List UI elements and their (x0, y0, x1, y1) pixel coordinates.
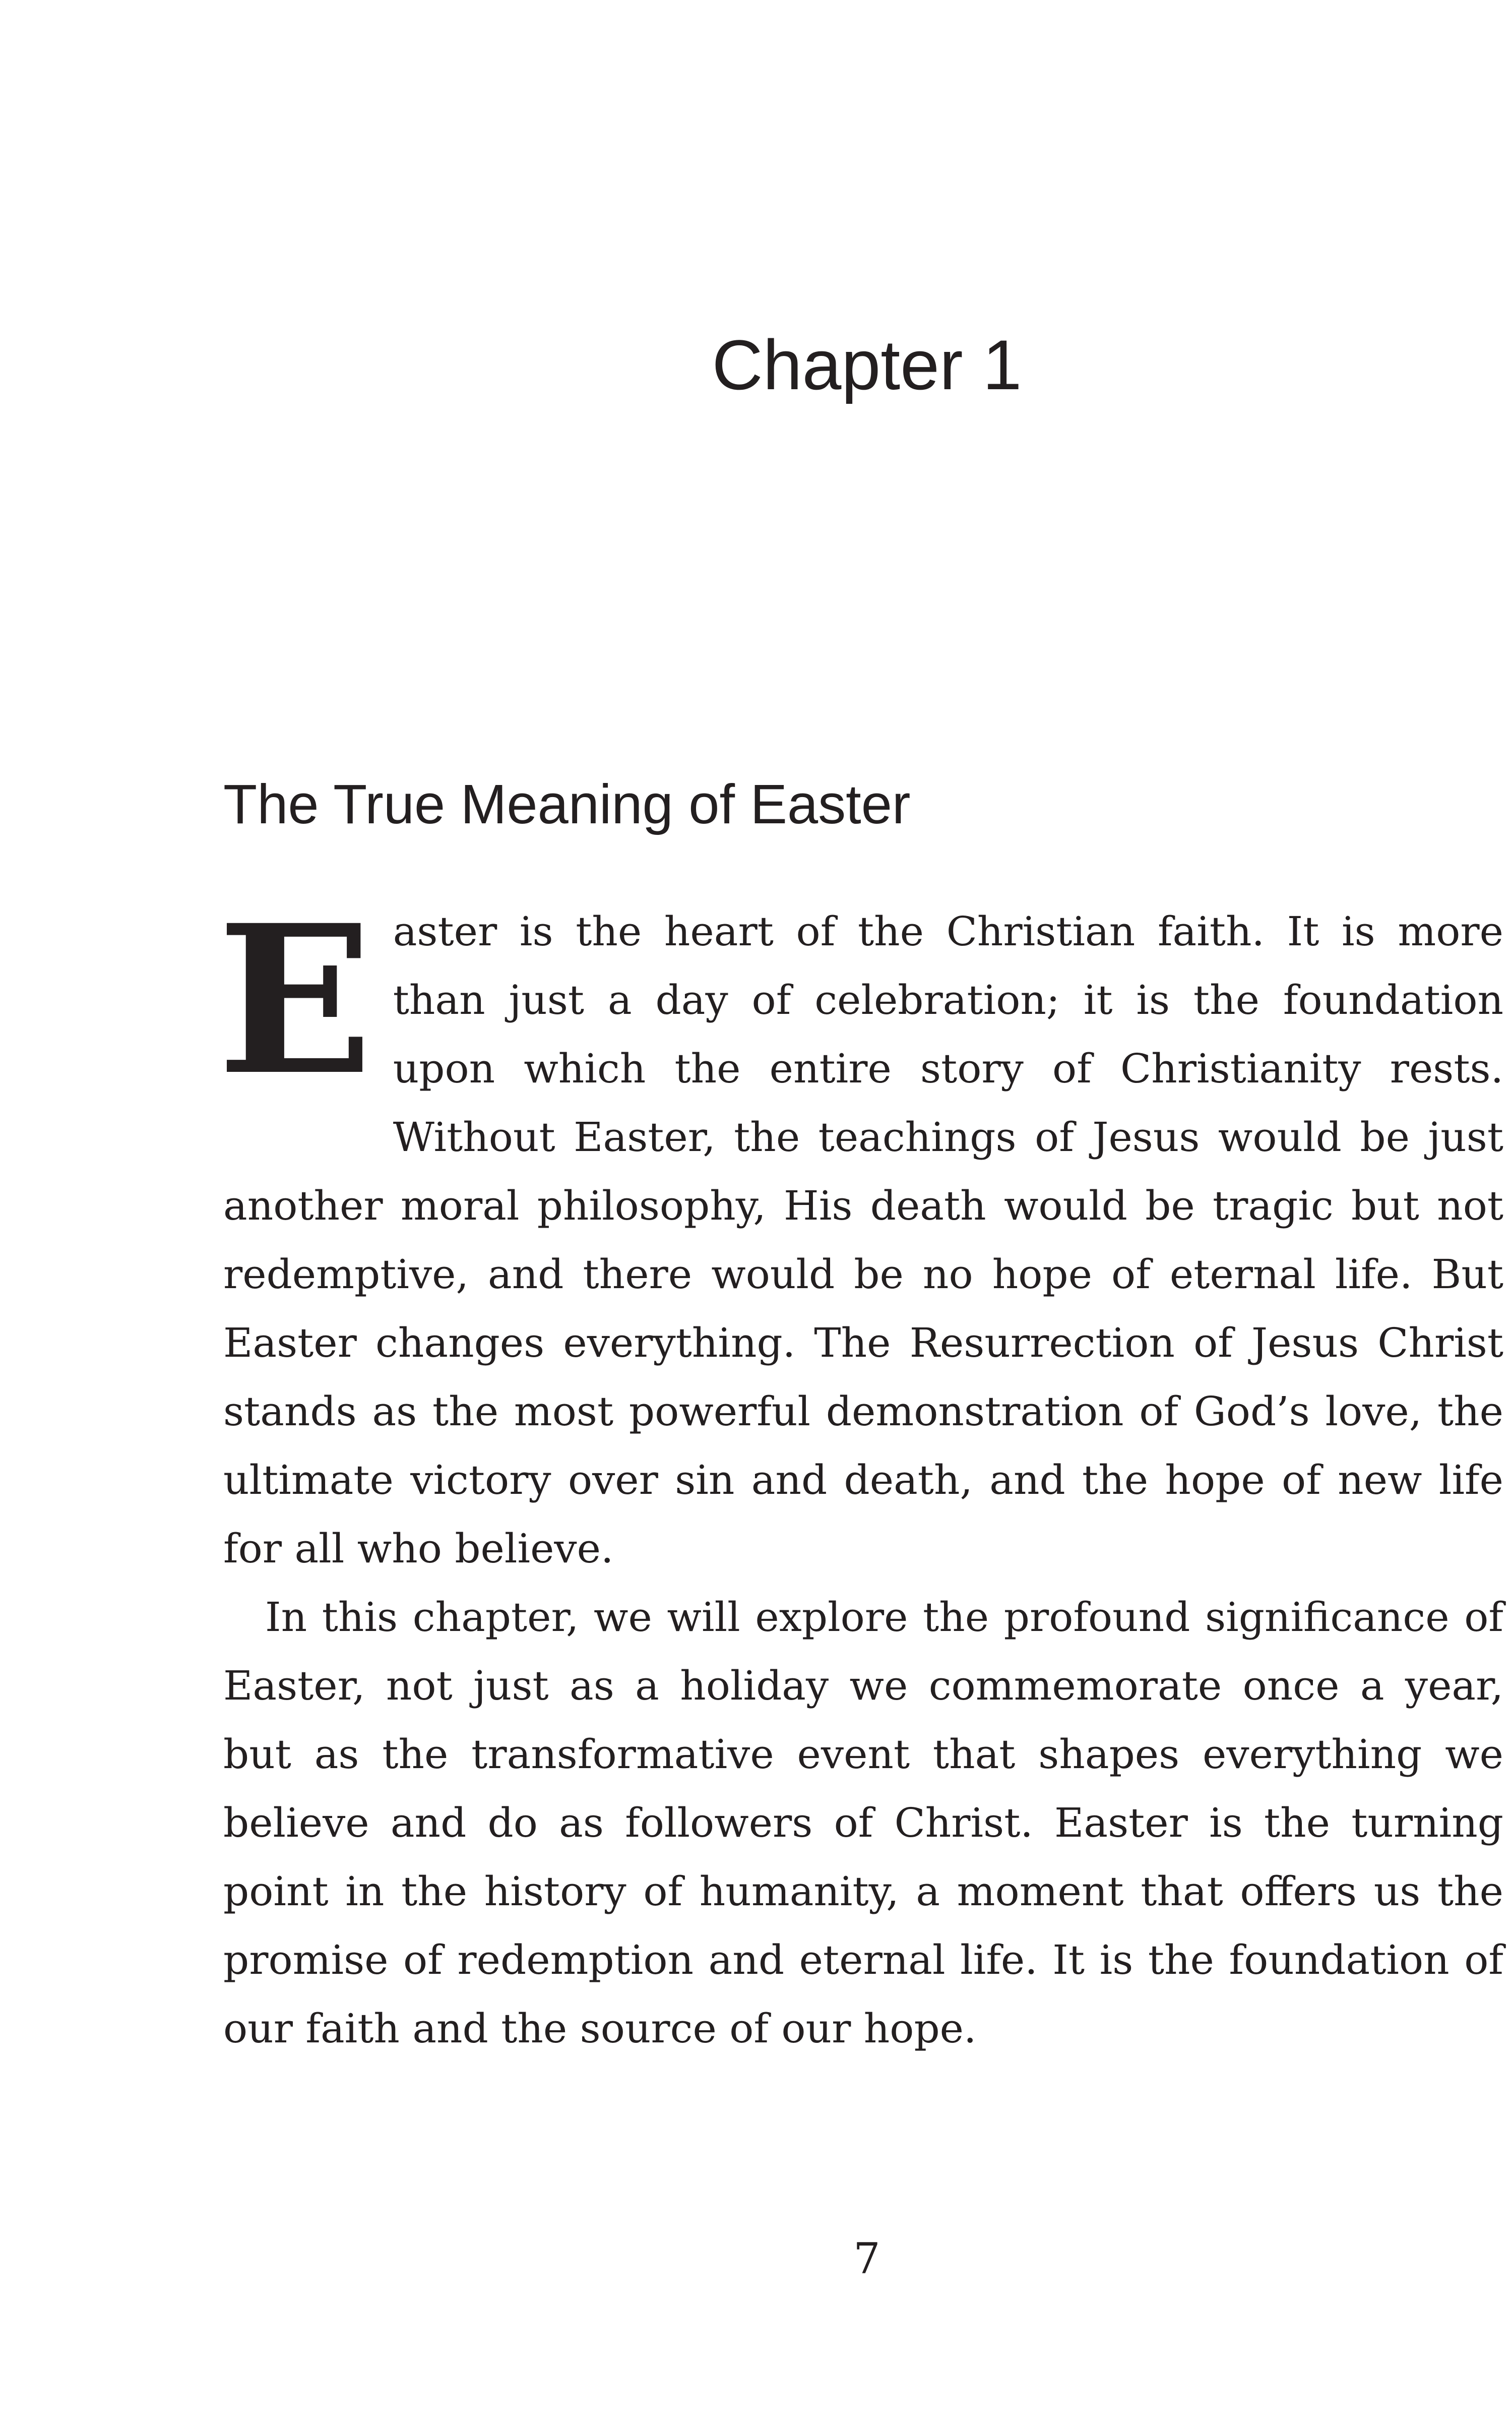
chapter-heading: Chapter 1 (712, 325, 1022, 404)
page-number: 7 (853, 2234, 880, 2283)
paragraph-2: In this chapter, we will explore the profound significance of Easter, not just as a holiday we commemorate once a year, but as the transformative event that shapes everything we believe and do as followers of Christ. Easter is the turning point in the history of humanity, a moment that offers us the promise of redemption and eternal life. It is the foundation of our faith and the source of our hope. (223, 1594, 1503, 2052)
paragraph-1 (217, 880, 1503, 1583)
body-text (217, 880, 1503, 2063)
section-title: The True Meaning of Easter (223, 773, 911, 835)
paragraph-1-text: aster is the heart of the Christian faith. It is more than just a day of celebration; it is the foundation upon which the entire story of Christianity rests. Without Easter, the teachings of Jesus would be just another moral philosophy, His death would be tragic but not redemptive, and there would be no hope of eternal life. But Easter changes everything. The Resurrection of Jesus Christ stands as the most powerful demonstration of God’s love, the ultimate victory over sin and death, and the hope of new life for all who believe. (223, 908, 1503, 1572)
drop-cap: E (217, 880, 373, 1120)
